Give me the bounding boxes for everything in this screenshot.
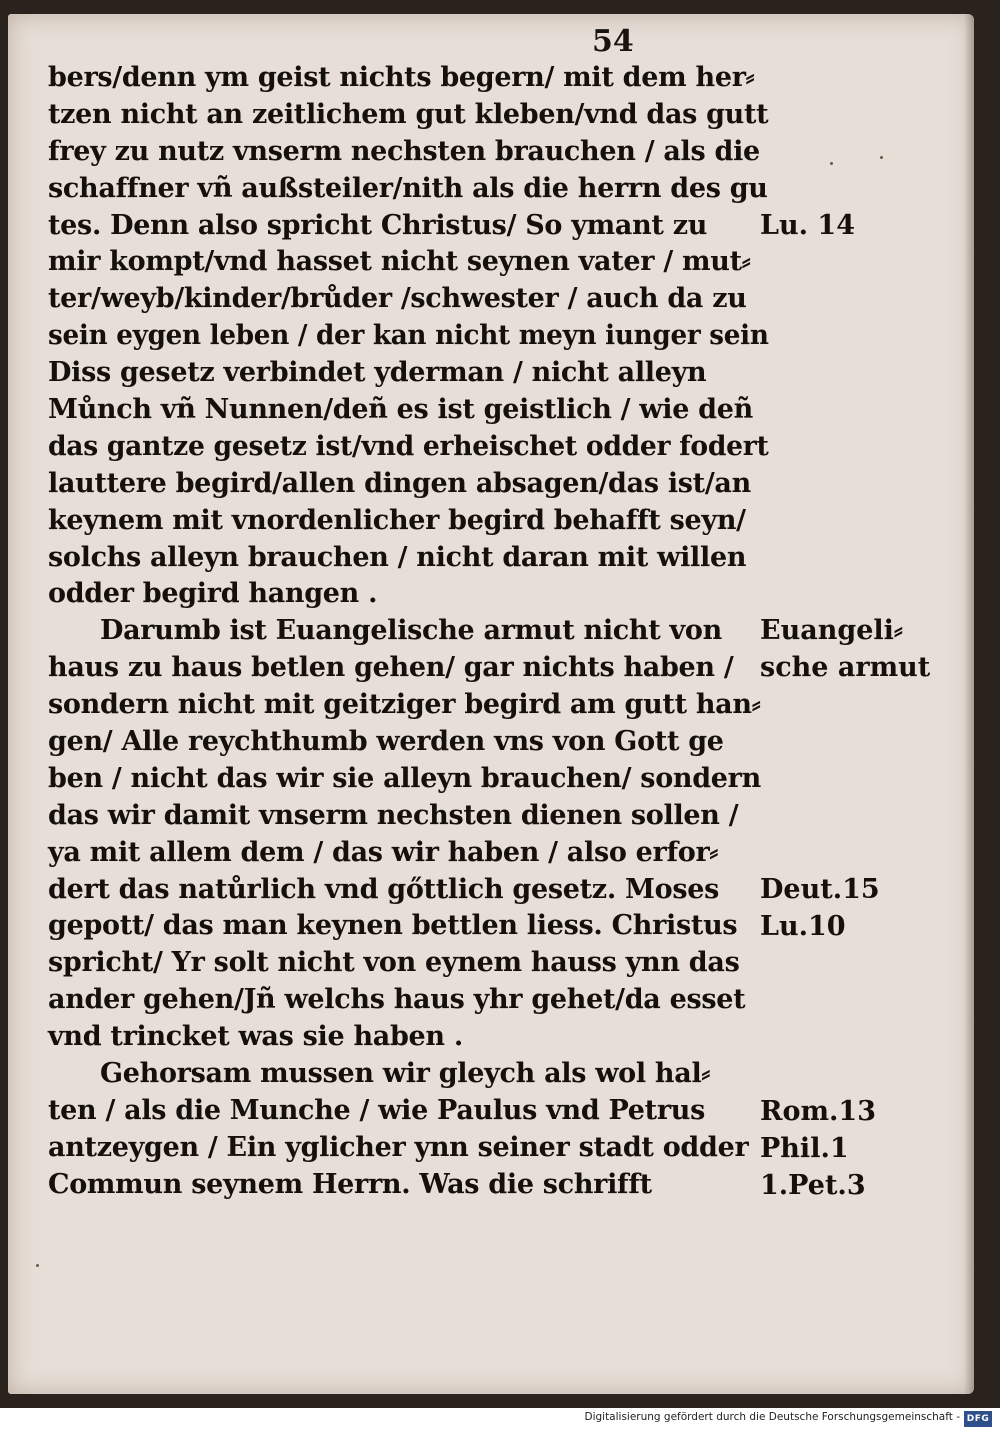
- text-line: mir kompt/vnd hasset nicht seynen vater / mut⸗: [48, 246, 751, 278]
- text-line: das wir damit vnserm nechsten dienen sollen /: [48, 799, 739, 831]
- paper-speck: [36, 1264, 39, 1267]
- text-line: vnd trincket was sie haben .: [48, 1021, 463, 1053]
- margin-note-deut15: Deut.15: [760, 874, 880, 905]
- text-line: antzeygen / Ein yglicher ynn seiner stadt odder: [48, 1131, 749, 1163]
- funding-credit: Digitalisierung gefördert durch die Deutsche Forschungsgemeinschaft -: [584, 1411, 960, 1423]
- text-line: ter/weyb/kinder/brůder /schwester / auch da zu: [48, 283, 747, 315]
- margin-note-phil1: Phil.1: [760, 1133, 849, 1164]
- text-line: Commun seynem Herrn. Was die schrifft: [48, 1168, 652, 1200]
- margin-note-lu14: Lu. 14: [760, 210, 855, 241]
- paper-speck: [830, 162, 833, 165]
- text-line: das gantze gesetz ist/vnd erheischet odder fodert: [48, 430, 769, 462]
- text-line: ya mit allem dem / das wir haben / also erfor⸗: [48, 836, 719, 868]
- text-line: schaffner vñ außsteiler/nith als die herrn des gu: [48, 172, 768, 204]
- page-number: 54: [592, 24, 634, 59]
- text-line: sondern nicht mit geitziger begird am gutt han⸗: [48, 689, 761, 721]
- text-line: gepott/ das man keynen bettlen liess. Christus: [48, 910, 738, 942]
- margin-note-lu10: Lu.10: [760, 911, 846, 942]
- text-line: ten / als die Munche / wie Paulus vnd Petrus: [48, 1094, 706, 1126]
- text-line: Můnch vñ Nunnen/deñ es ist geistlich / wie deñ: [48, 394, 753, 426]
- text-line: Diss gesetz verbindet yderman / nicht alleyn: [48, 357, 707, 389]
- text-line: dert das natůrlich vnd gőttlich gesetz. Moses: [48, 873, 719, 905]
- text-line: tzen nicht an zeitlichem gut kleben/vnd das gutt: [48, 98, 769, 130]
- text-line: bers/denn ym geist nichts begern/ mit dem her⸗: [48, 62, 755, 93]
- text-line: keynem mit vnordenlicher begird behafft seyn/: [48, 504, 746, 536]
- margin-note-pet3: 1.Pet.3: [760, 1170, 866, 1201]
- text-line: sein eygen leben / der kan nicht meyn iunger sein: [48, 320, 769, 352]
- text-line: gen/ Alle reychthumb werden vns von Gott ge: [48, 726, 724, 758]
- text-line: tes. Denn also spricht Christus/ So ymant zu: [48, 209, 708, 241]
- margin-note-euangelische: Euangeli⸗: [760, 615, 903, 646]
- margin-note-armut: sche armut: [760, 652, 931, 683]
- paper-speck: [880, 156, 883, 159]
- footer-bar: [0, 1408, 1000, 1431]
- book-page: [8, 14, 974, 1394]
- text-line: solchs alleyn brauchen / nicht daran mit willen: [48, 541, 747, 573]
- text-line: haus zu haus betlen gehen/ gar nichts haben /: [48, 652, 734, 684]
- page-edge-shadow: [964, 14, 974, 1394]
- text-line: frey zu nutz vnserm nechsten brauchen / als die: [48, 135, 760, 167]
- text-line: ben / nicht das wir sie alleyn brauchen/ sondern: [48, 762, 761, 794]
- text-line: odder begird hangen .: [48, 578, 378, 610]
- dfg-logo: DFG: [964, 1411, 992, 1427]
- text-line-paragraph-start: Darumb ist Euangelische armut nicht von: [100, 615, 722, 647]
- margin-note-rom13: Rom.13: [760, 1096, 876, 1127]
- text-line: lauttere begird/allen dingen absagen/das ist/an: [48, 467, 751, 499]
- body-text: [48, 60, 768, 1204]
- text-line: ander gehen/Jñ welchs haus yhr gehet/da esset: [48, 984, 746, 1016]
- text-line-paragraph-start: Gehorsam mussen wir gleych als wol hal⸗: [100, 1058, 711, 1090]
- text-line: spricht/ Yr solt nicht von eynem hauss ynn das: [48, 947, 740, 979]
